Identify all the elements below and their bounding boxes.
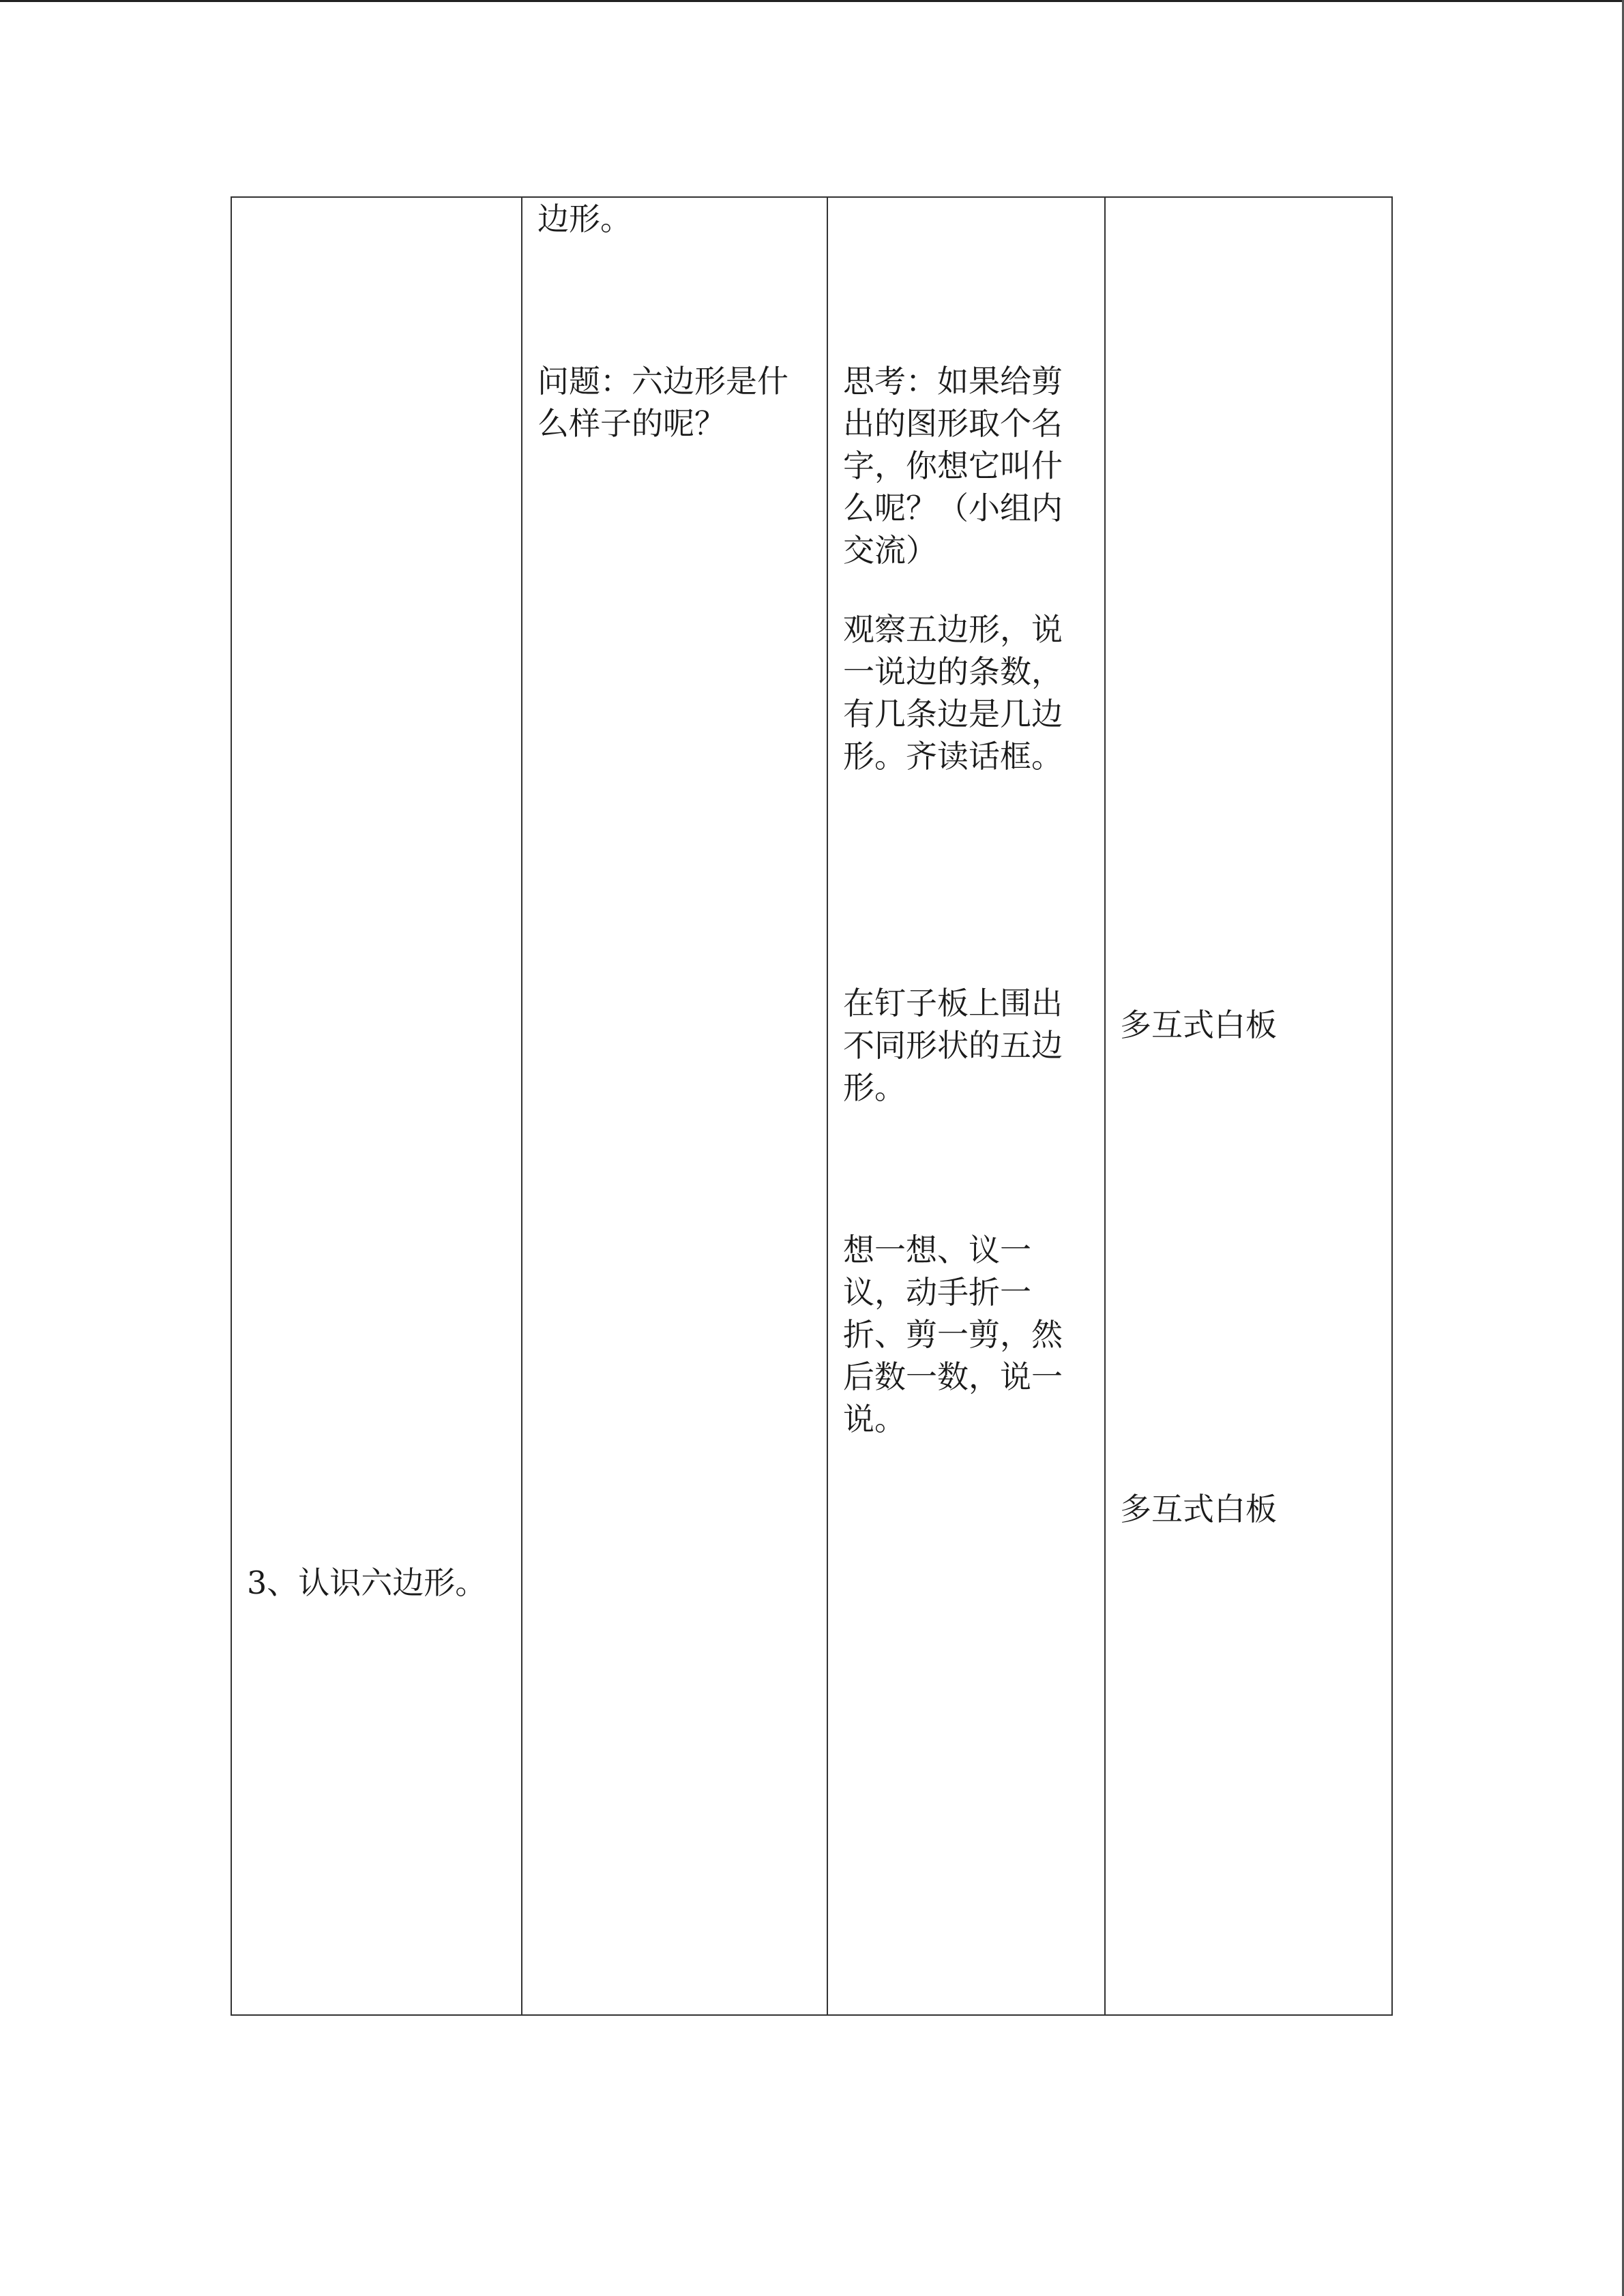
column-divider-1 [521, 198, 522, 2014]
hexagon-question: 问题：六边形是什么样子的呢？ [537, 363, 788, 442]
lesson-plan-table [231, 196, 1393, 2016]
observe-pentagon-text: 观察五边形，说一说边的条数，有几条边是几边形。齐读话框。 [843, 611, 1063, 775]
column-divider-2 [827, 198, 828, 2014]
think-naming-prompt: 思考：如果给剪出的图形取个名字，你想它叫什么呢？（小组内交流） [843, 363, 1063, 569]
resource-whiteboard-2: 多互式白板 [1120, 1491, 1277, 1527]
resource-whiteboard-1: 多互式白板 [1120, 1007, 1277, 1043]
topic-recognize-hexagon: 3、认识六边形。 [247, 1564, 487, 1601]
continued-text: 边形。 [537, 200, 632, 237]
column-divider-3 [1104, 198, 1106, 2014]
nailboard-activity-text: 在钉子板上围出不同形状的五边形。 [843, 985, 1063, 1106]
fold-cut-activity-text: 想一想、议一议，动手折一折、剪一剪，然后数一数，说一说。 [843, 1232, 1063, 1437]
page-top-border [0, 0, 1624, 2]
